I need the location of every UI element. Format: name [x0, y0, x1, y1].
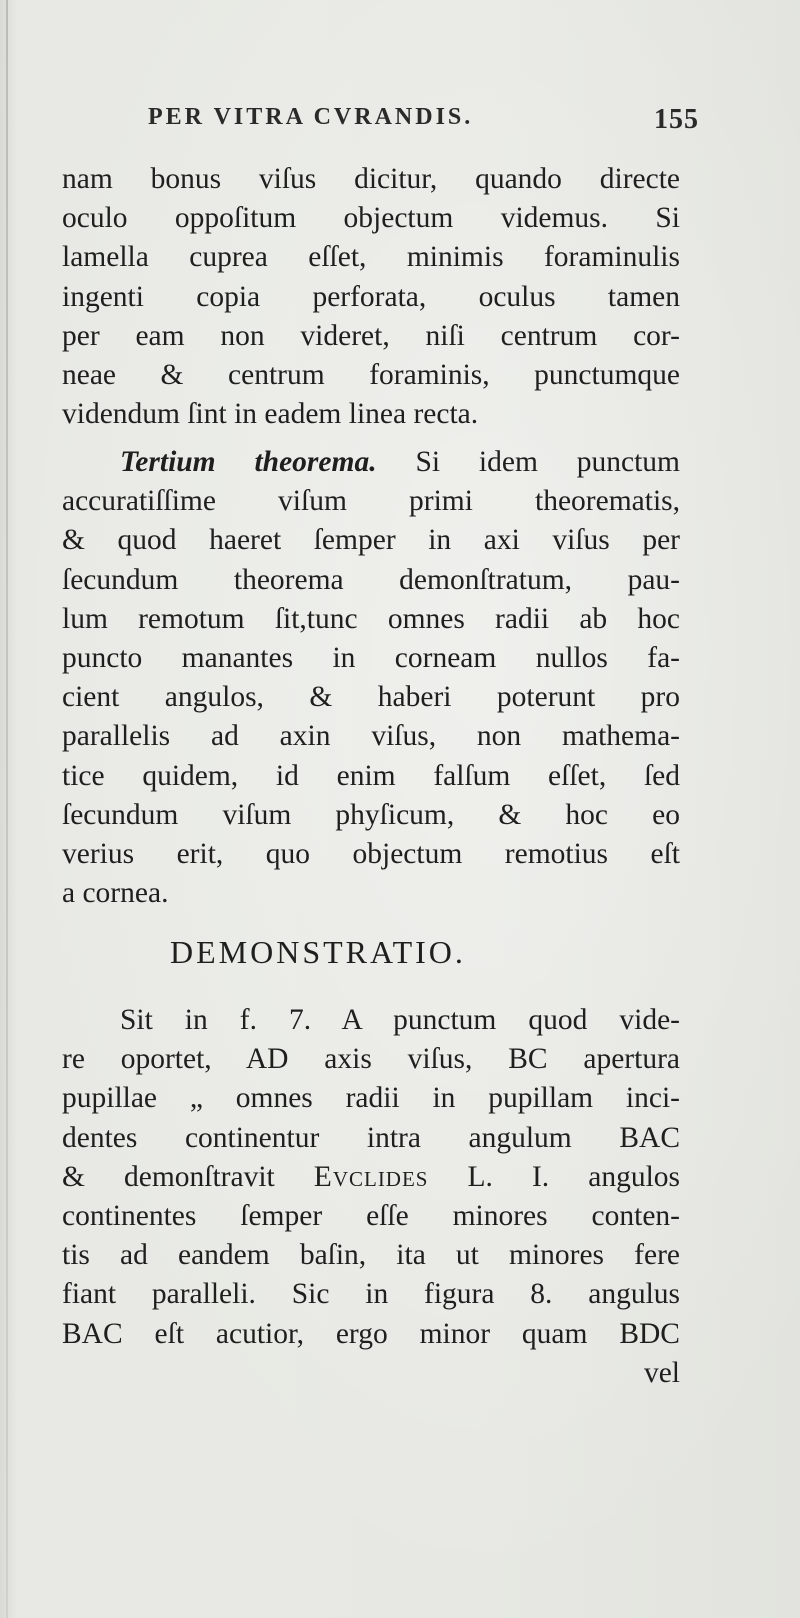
page-gutter-edge [6, 0, 8, 1618]
catchword: vel [643, 1356, 680, 1389]
text-line: videndum ſint in eadem linea recta. [62, 398, 479, 431]
text-line: lum remotum ſit,tunc omnes radii ab hoc [62, 602, 680, 635]
text-line: cient angulos, & haberi poterunt pro [62, 681, 680, 714]
text-line: re oportet, AD axis viſus, BC apertura [62, 1043, 680, 1076]
text-line: a cornea. [62, 877, 169, 910]
text-line: dentes continentur intra angulum BAC [62, 1121, 680, 1154]
text-line: ſecundum theorema demonſtratum, pau- [62, 563, 680, 596]
text-line: & quod haeret ſemper in axi viſus per [62, 524, 680, 557]
text-line: pupillae „ omnes radii in pupillam inci- [62, 1082, 680, 1115]
euclid-line [62, 1158, 680, 1197]
text-line: nam bonus viſus dicitur, quando directe [62, 163, 680, 195]
euclid-line-end: L. I. angulos [428, 1160, 680, 1193]
text-line: BAC eſt acutior, ergo minor quam BDC [62, 1317, 680, 1350]
text-line: continentes ſemper eſſe minores conten- [62, 1199, 680, 1232]
text-line: puncto manantes in corneam nullos fa- [62, 641, 680, 674]
theorem-first-line-text: Si idem punctum [376, 446, 680, 478]
text-line: parallelis ad axin viſus, non mathema- [62, 720, 680, 753]
demonstration-paragraph [62, 1001, 680, 1393]
theorem-paragraph [62, 443, 680, 913]
text-line: neae & centrum foraminis, punctumque [62, 358, 680, 391]
paragraph-continuation [62, 160, 680, 434]
text-line: tice quidem, id enim falſum eſſet, ſed [62, 759, 680, 792]
running-title: PER VITRA CVRANDIS. [148, 104, 474, 130]
text-line: verius erit, quo objectum remotius eſt [62, 837, 680, 870]
theorem-title: Tertium theorema. [120, 446, 377, 478]
author-name: Evclides [313, 1160, 429, 1193]
section-heading: DEMONSTRATIO. [170, 934, 466, 970]
text-line: oculo oppoſitum objectum videmus. Si [62, 202, 680, 235]
text-line: ſecundum viſum phyſicum, & hoc eo [62, 798, 680, 831]
text-line: accuratiſſime viſum primi theorematis, [62, 485, 680, 518]
text-line: fiant paralleli. Sic in figura 8. angulus [62, 1278, 680, 1311]
text-line: Sit in f. 7. A punctum quod vide- [120, 1004, 680, 1036]
page-number: 155 [654, 104, 699, 135]
text-line: lamella cuprea eſſet, minimis foraminulis [62, 241, 680, 274]
text-line: tis ad eandem baſin, ita ut minores fere [62, 1239, 680, 1272]
text-line: ingenti copia perforata, oculus tamen [62, 280, 680, 313]
text-line: per eam non videret, niſi centrum cor- [62, 319, 680, 352]
theorem-first-line [62, 443, 680, 482]
euclid-line-start: & demonſtravit [62, 1160, 314, 1193]
